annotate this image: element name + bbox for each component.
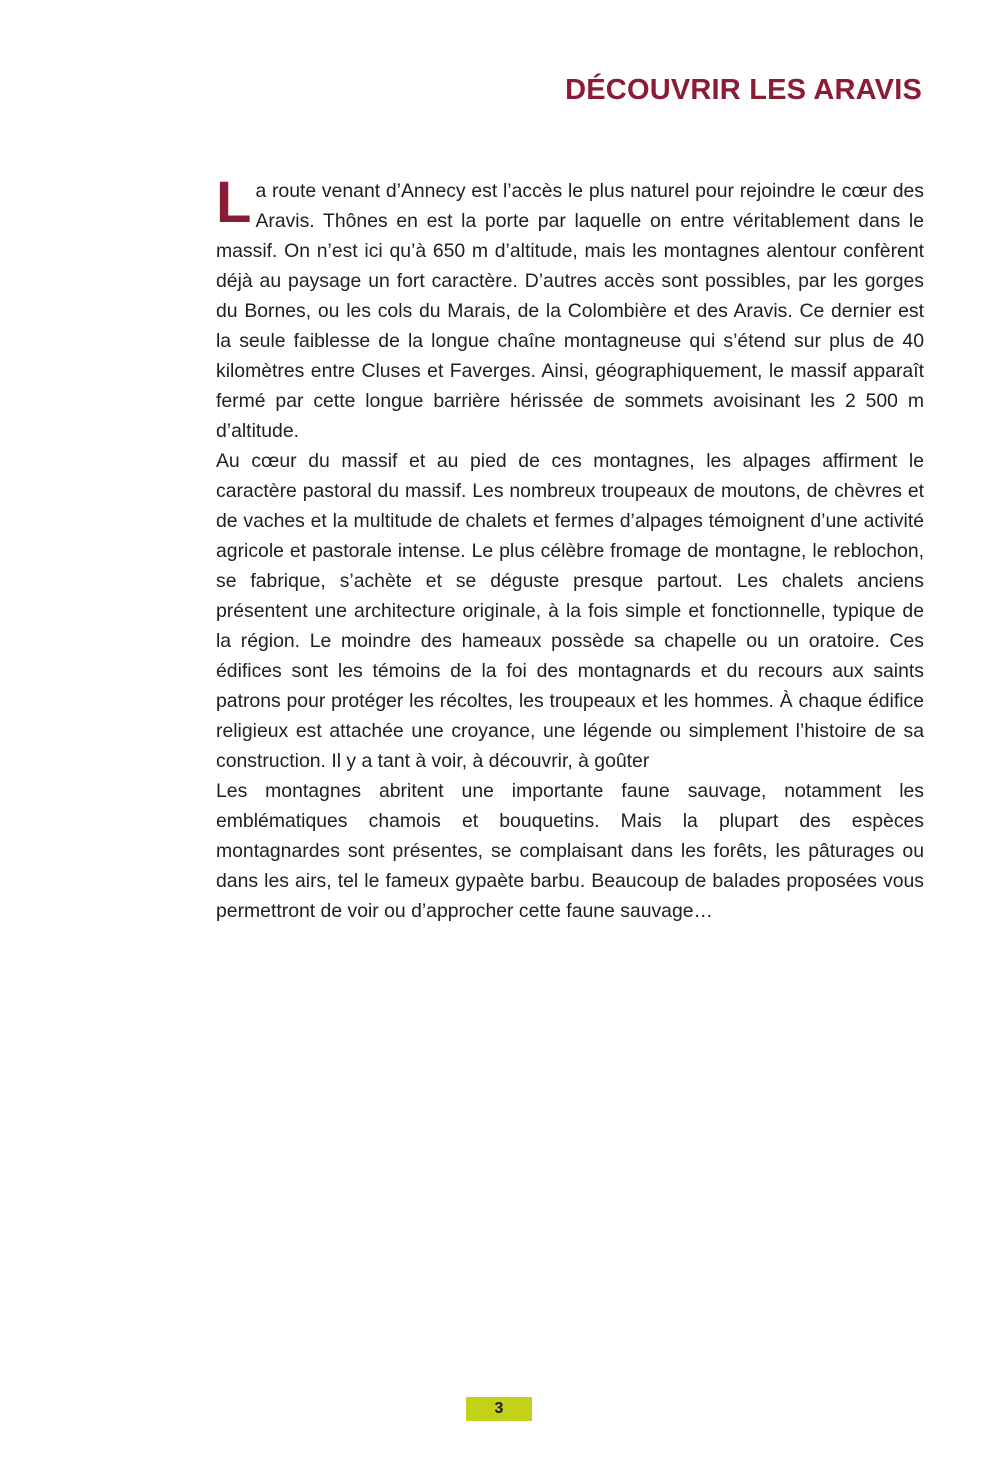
article-body: [216, 170, 924, 926]
paragraph-intro-text: a route venant d’Annecy est l’accès le plus naturel pour rejoindre le cœur des Aravis. Thônes en est la porte par laquelle on entre véritablement dans le massif. On n’est ici qu’à 650 m d’altitude, mais les montagnes alentour confèrent déjà au paysage un fort caractère. D’autres accès sont possibles, par les gorges du Bornes, ou les cols du Marais, de la Colombière et des Aravis. Ce dernier est la seule faiblesse de la longue chaîne montagneuse qui s’étend sur plus de 40 kilomètres entre Cluses et Faverges. Ainsi, géographiquement, le massif apparaît fermé par cette longue barrière hérissée de sommets avoisinant les 2 500 m d’altitude.: [216, 180, 924, 442]
page-title: DÉCOUVRIR LES ARAVIS: [565, 74, 922, 106]
page-number-badge: 3: [466, 1397, 532, 1421]
drop-cap: L: [216, 170, 252, 235]
paragraph-pastoral: Au cœur du massif et au pied de ces montagnes, les alpages affirment le caractère pastoral du massif. Les nombreux troupeaux de moutons, de chèvres et de vaches et la multitude de chalets et fermes d’alpages témoignent d’une activité agricole et pastorale intense. Le plus célèbre fromage de montagne, le reblochon, se fabrique, s’achète et se déguste presque partout. Les chalets anciens présentent une architecture originale, à la fois simple et fonctionnelle, typique de la région. Le moindre des hameaux possède sa chapelle ou un oratoire. Ces édifices sont les témoins de la foi des montagnards et du recours aux saints patrons pour protéger les récoltes, les troupeaux et les hommes. À chaque édifice religieux est attachée une croyance, une légende ou simplement l’histoire de sa construction. Il y a tant à voir, à découvrir, à goûter: [216, 450, 924, 772]
paragraph-intro: [216, 170, 924, 446]
paragraph-wildlife: Les montagnes abritent une importante faune sauvage, notamment les emblématiques chamois et bouquetins. Mais la plupart des espèces montagnardes sont présentes, se complaisant dans les forêts, les pâturages ou dans les airs, tel le fameux gypaète barbu. Beaucoup de balades proposées vous permettront de voir ou d’approcher cette faune sauvage…: [216, 780, 924, 922]
